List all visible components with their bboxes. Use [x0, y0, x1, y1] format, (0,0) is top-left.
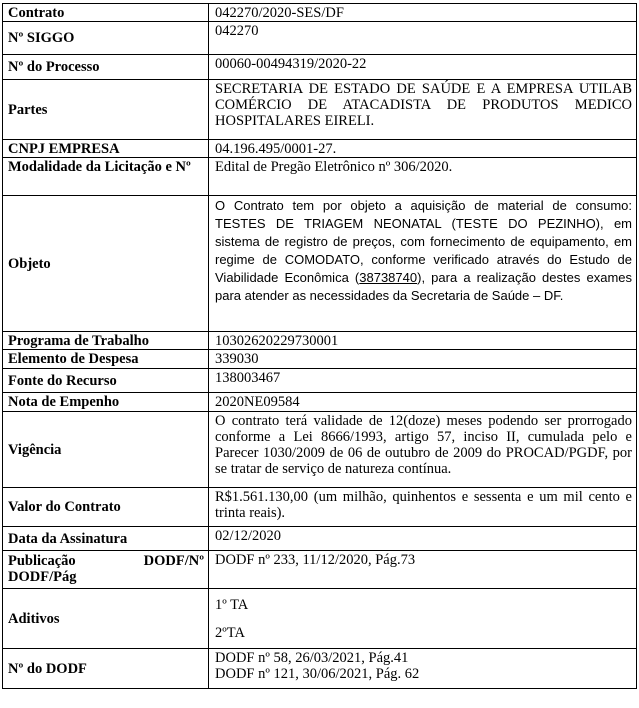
table-row [3, 4, 637, 22]
assinatura-value: 02/12/2020 [209, 527, 637, 551]
table-row [3, 649, 637, 689]
table-row [3, 55, 637, 80]
publicacao-label [3, 551, 209, 589]
cnpj-value: 04.196.495/0001-27. [209, 140, 637, 158]
objeto-process-link[interactable]: 38738740 [359, 270, 418, 285]
table-row [3, 350, 637, 369]
publicacao-label-line2: DODF/Pág [8, 569, 77, 585]
table-row [3, 80, 637, 140]
aditivos-label: Aditivos [3, 589, 209, 649]
vigencia-value: O contrato terá validade de 12(doze) meses podendo ser prorrogado conforme a Lei 8666/1993, artigo 57, inciso II, cumulada pelo e Parecer 1030/2009 de 06 de outubro de 2009 do PROCAD/PGDF, por se tratar de serviço de natureza contínua. [209, 412, 637, 488]
objeto-value [209, 196, 637, 332]
table-row [3, 488, 637, 527]
valor-value: R$1.561.130,00 (um milhão, quinhentos e sessenta e um mil cento e trinta reais). [209, 488, 637, 527]
table-row [3, 140, 637, 158]
partes-label: Partes [3, 80, 209, 140]
siggo-value: 042270 [209, 22, 637, 55]
empenho-label: Nota de Empenho [3, 393, 209, 412]
table-row [3, 527, 637, 551]
table-row [3, 551, 637, 589]
programa-label: Programa de Trabalho [3, 332, 209, 350]
modalidade-label: Modalidade da Licitação e Nº [3, 158, 209, 196]
elemento-label: Elemento de Despesa [3, 350, 209, 369]
processo-label: Nº do Processo [3, 55, 209, 80]
publicacao-label-right: DODF/Nº [143, 553, 204, 569]
table-row [3, 412, 637, 488]
dodf-line-2: DODF nº 121, 30/06/2021, Pág. 62 [215, 666, 420, 682]
table-row [3, 332, 637, 350]
elemento-value: 339030 [209, 350, 637, 369]
modalidade-value: Edital de Pregão Eletrônico nº 306/2020. [209, 158, 637, 196]
assinatura-label: Data da Assinatura [3, 527, 209, 551]
fonte-label: Fonte do Recurso [3, 369, 209, 393]
aditivos-value [209, 589, 637, 649]
dodf-value [209, 649, 637, 689]
cnpj-label: CNPJ EMPRESA [3, 140, 209, 158]
publicacao-value: DODF nº 233, 11/12/2020, Pág.73 [209, 551, 637, 589]
empenho-value: 2020NE09584 [209, 393, 637, 412]
contract-table [2, 3, 637, 689]
objeto-text-end: ), para a realização destes exames para atender as necessidades da Secretaria de Saúde – DF. [215, 270, 633, 303]
table-row [3, 393, 637, 412]
vigencia-label: Vigência [3, 412, 209, 488]
partes-value: SECRETARIA DE ESTADO DE SAÚDE E A EMPRESA UTILAB COMÉRCIO DE ATACADISTA DE PRODUTOS MEDICO HOSPITALARES EIRELI. [209, 80, 637, 140]
publicacao-label-left: Publicação [8, 553, 76, 569]
objeto-label: Objeto [3, 196, 209, 332]
table-row [3, 22, 637, 55]
table-row [3, 589, 637, 649]
programa-value: 10302620229730001 [209, 332, 637, 350]
table-row [3, 196, 637, 332]
aditivo-1: 1º TA [215, 597, 249, 613]
valor-label: Valor do Contrato [3, 488, 209, 527]
contrato-value: 042270/2020-SES/DF [209, 4, 637, 22]
table-row [3, 369, 637, 393]
objeto-text-start: O Contrato tem por objeto a aquisição de material de consumo: TESTES DE TRIAGEM NEONATAL (TESTE DO PEZINHO), em sistema de registro de preços, com fornecimento de equipamento, em regime de COMODATO, conforme verificado através do Estudo de Viabilidade Econômica ( [215, 198, 632, 285]
dodf-label: Nº do DODF [3, 649, 209, 689]
fonte-value: 138003467 [209, 369, 637, 393]
processo-value: 00060-00494319/2020-22 [209, 55, 637, 80]
dodf-line-1: DODF nº 58, 26/03/2021, Pág.41 [215, 650, 409, 666]
contrato-label: Contrato [3, 4, 209, 22]
table-row [3, 158, 637, 196]
siggo-label: Nº SIGGO [3, 22, 209, 55]
aditivo-2: 2ºTA [215, 625, 245, 641]
